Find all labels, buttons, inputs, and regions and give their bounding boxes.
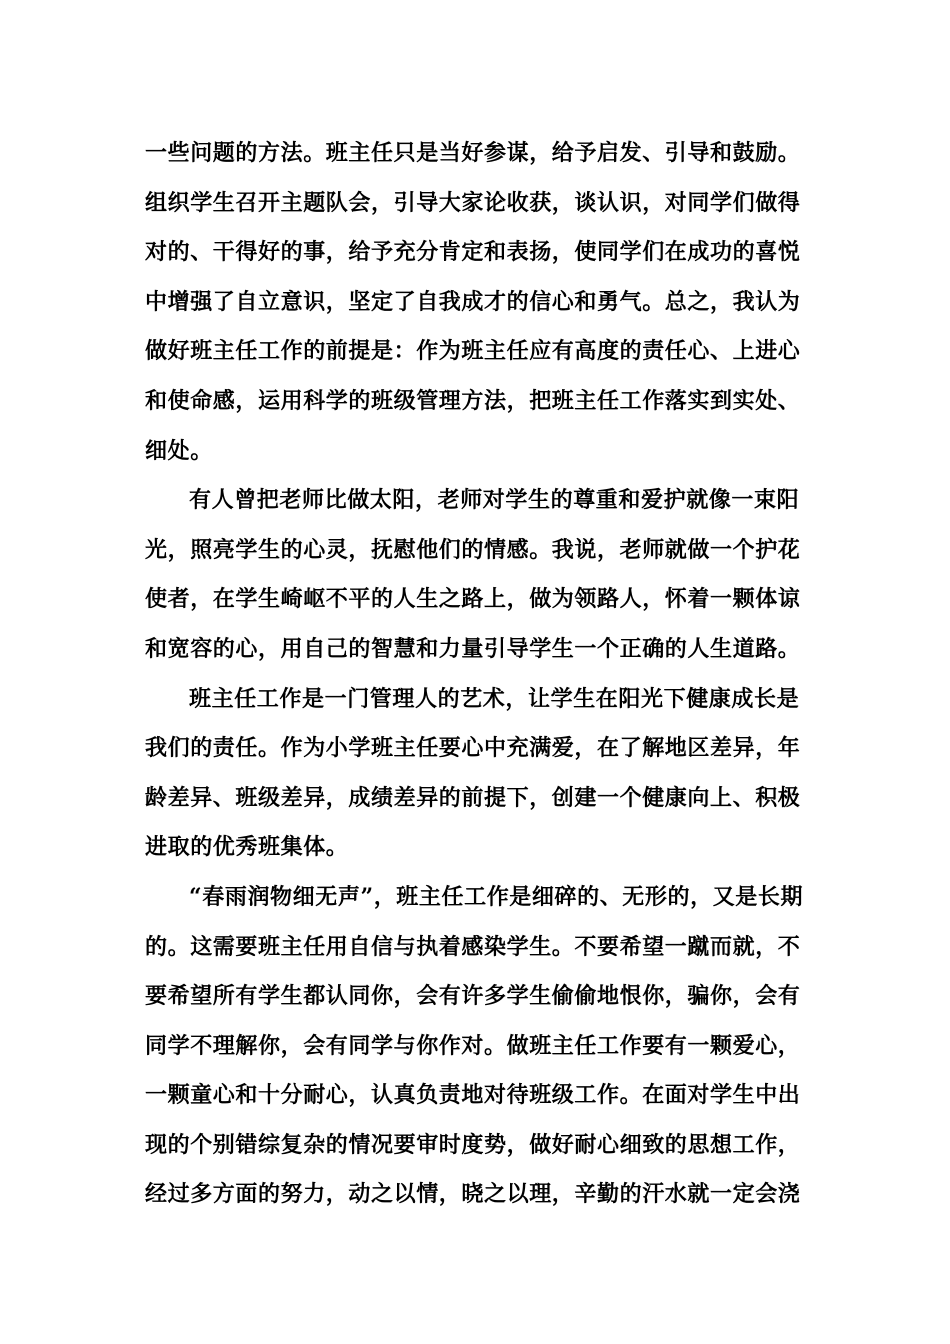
text-line: 一颗童心和十分耐心，认真负责地对待班级工作。在面对学生中出 bbox=[145, 1082, 801, 1109]
text-line: 一些问题的方法。班主任只是当好参谋，给予启发、引导和鼓励。 bbox=[145, 140, 801, 166]
text-line: 对的、干得好的事，给予充分肯定和表扬，使同学们在成功的喜悦 bbox=[145, 239, 801, 266]
text-line: 光，照亮学生的心灵，抚慰他们的情感。我说，老师就做一个护花 bbox=[145, 536, 801, 563]
text-line: 组织学生召开主题队会，引导大家论收获，谈认识，对同学们做得 bbox=[145, 189, 801, 216]
body-text bbox=[145, 129, 811, 1220]
text-line: 现的个别错综复杂的情况要审时度势，做好耐心细致的思想工作， bbox=[145, 1131, 801, 1158]
text-line: 要希望所有学生都认同你，会有许多学生偷偷地恨你，骗你，会有 bbox=[145, 983, 801, 1010]
text-line: 有人曾把老师比做太阳，老师对学生的尊重和爱护就像一束阳 bbox=[189, 487, 800, 514]
text-line: 进取的优秀班集体。 bbox=[145, 834, 349, 861]
text-line: 同学不理解你，会有同学与你作对。做班主任工作要有一颗爱心， bbox=[145, 1032, 801, 1059]
text-line: 班主任工作是一门管理人的艺术，让学生在阳光下健康成长是 bbox=[189, 685, 800, 712]
text-line: 细处。 bbox=[145, 437, 213, 464]
text-line: 使者，在学生崎岖不平的人生之路上，做为领路人，怀着一颗体谅 bbox=[145, 586, 801, 613]
text-line: 我们的责任。作为小学班主任要心中充满爱，在了解地区差异，年 bbox=[145, 735, 801, 762]
text-line: 中增强了自立意识，坚定了自我成才的信心和勇气。总之，我认为 bbox=[145, 288, 801, 315]
text-line: 做好班主任工作的前提是：作为班主任应有高度的责任心、上进心 bbox=[145, 338, 801, 365]
text-line: 和宽容的心，用自己的智慧和力量引导学生一个正确的人生道路。 bbox=[145, 635, 801, 662]
text-line: “春雨润物细无声”，班主任工作是细碎的、无形的，又是长期 bbox=[189, 883, 804, 910]
text-line: 的。这需要班主任用自信与执着感染学生。不要希望一蹴而就，不 bbox=[145, 933, 801, 960]
text-line: 和使命感，运用科学的班级管理方法，把班主任工作落实到实处、 bbox=[145, 387, 801, 414]
text-line: 龄差异、班级差异，成绩差异的前提下，创建一个健康向上、积极 bbox=[145, 784, 801, 811]
text-line: 经过多方面的努力，动之以情，晓之以理，辛勤的汗水就一定会浇 bbox=[145, 1181, 801, 1208]
